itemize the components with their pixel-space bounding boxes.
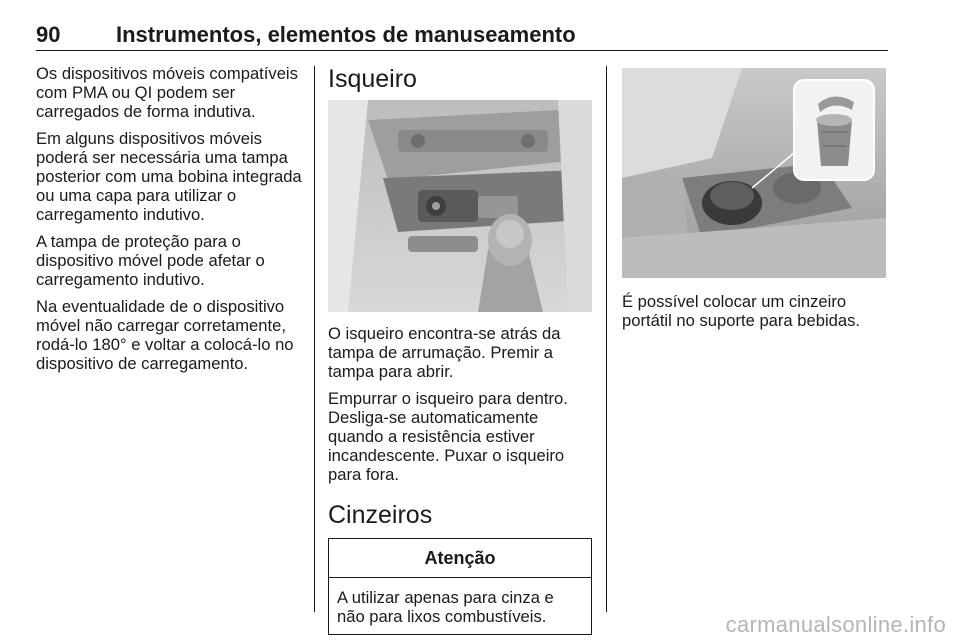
lighter-photo (328, 100, 592, 312)
warning-box (328, 538, 592, 635)
paragraph: O isqueiro encontra-se atrás da tampa de arrumação. Premir a tampa para abrir. (328, 324, 561, 381)
paragraph: É possível colocar um cinzeiro portátil no suporte para bebidas. (622, 292, 861, 330)
paragraph: Em alguns dispositivos móveis poderá ser necessária uma tampa posterior com uma bobina integrada ou uma capa para utilizar o carregamento indutivo. (36, 129, 302, 224)
warning-title: Atenção (329, 539, 591, 578)
page-number: 90 (36, 22, 61, 47)
warning-body (329, 578, 591, 634)
column-1 (36, 64, 302, 381)
paragraph: Empurrar o isqueiro para dentro. Desliga-se automaticamente quando a resistência estiver incandescente. Puxar o isqueiro para fora. (328, 389, 568, 484)
page-header (36, 22, 888, 51)
column-divider-right (606, 66, 607, 612)
column-2 (328, 64, 592, 635)
section-heading-ashtrays: Cinzeiros (328, 501, 433, 529)
column-divider-left (314, 66, 315, 612)
paragraph: Na eventualidade de o dispositivo móvel não carregar corretamente, rodá-lo 180° e voltar a colocá-lo no dispositivo de carregamento. (36, 297, 294, 373)
column-3 (622, 64, 888, 338)
warning-text: A utilizar apenas para cinza e não para lixos combustíveis. (337, 588, 554, 626)
paragraph: A tampa de proteção para o dispositivo móvel pode afetar o carregamento indutivo. (36, 232, 265, 289)
page-title: Instrumentos, elementos de manuseamento (116, 22, 576, 47)
section-heading-lighter: Isqueiro (328, 65, 417, 93)
paragraph: Os dispositivos móveis compatíveis com PMA ou QI podem ser carregados de forma indutiva. (36, 64, 298, 121)
watermark: carmanualsonline.info (725, 612, 946, 637)
ashtray-photo (622, 68, 886, 278)
